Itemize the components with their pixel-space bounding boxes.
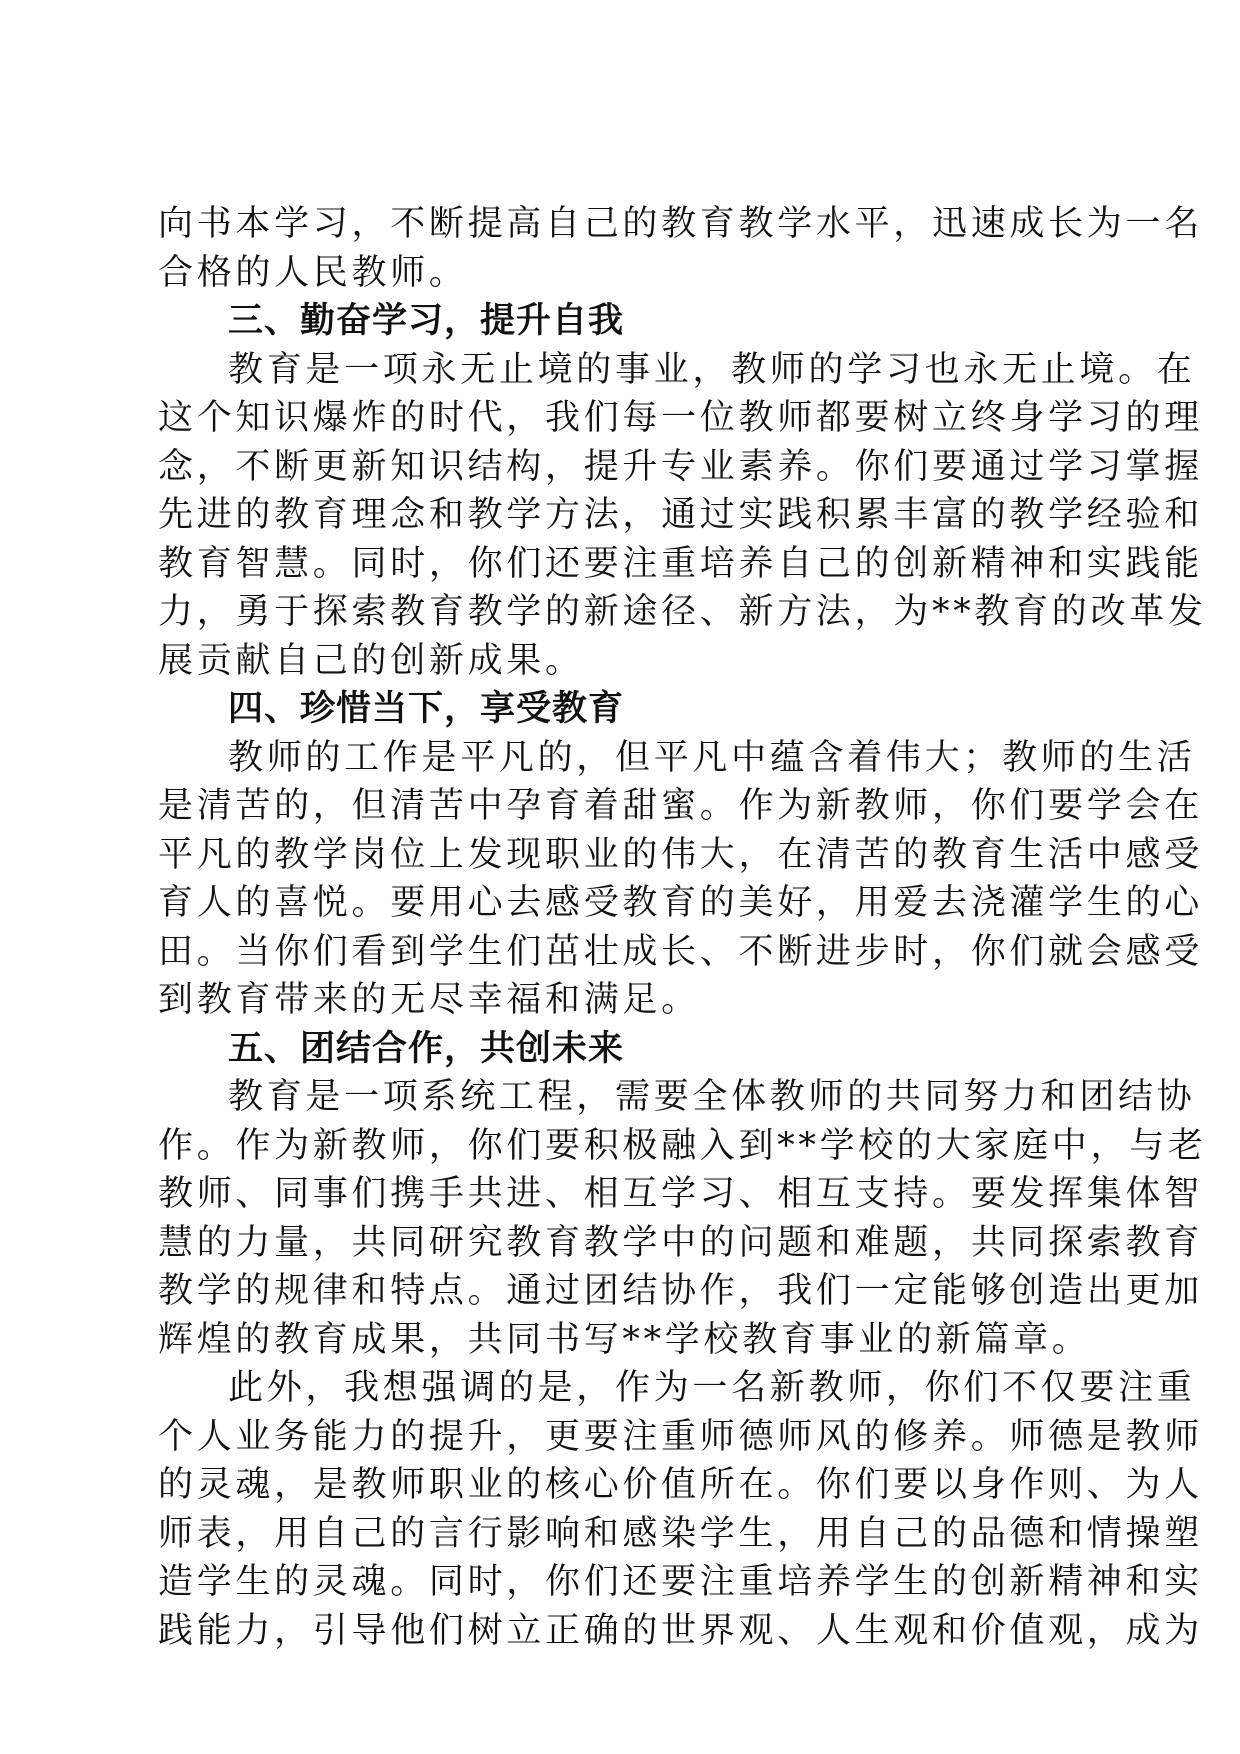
body-line: 个人业务能力的提升，更要注重师德师风的修养。师德是教师: [158, 1416, 1203, 1457]
body-line: 教育是一项永无止境的事业，教师的学习也永无止境。在: [228, 349, 1196, 390]
body-line: 田。当你们看到学生们茁壮成长、不断进步时，你们就会感受: [158, 931, 1203, 972]
body-line: 作。作为新教师，你们要积极融入到**学校的大家庭中，与老: [158, 1125, 1207, 1166]
body-line: 教育智慧。同时，你们还要注重培养自己的创新精神和实践能: [158, 543, 1203, 584]
body-line: 先进的教育理念和教学方法，通过实践积累丰富的教学经验和: [158, 495, 1203, 535]
body-line: 慧的力量，共同研究教育教学中的问题和难题，共同探索教育: [158, 1222, 1203, 1263]
body-line: 力，勇于探索教育教学的新途径、新方法，为**教育的改革发: [158, 592, 1207, 632]
body-line: 这个知识爆炸的时代，我们每一位教师都要树立终身学习的理: [158, 398, 1203, 438]
body-line: 合格的人民教师。: [158, 252, 468, 293]
body-line: 教学的规律和特点。通过团结协作，我们一定能够创造出更加: [158, 1271, 1203, 1311]
section-heading: 四、珍惜当下，享受教育: [228, 689, 625, 729]
body-line: 造学生的灵魂。同时，你们还要注重培养学生的创新精神和实: [158, 1562, 1203, 1602]
body-line: 此外，我想强调的是，作为一名新教师，你们不仅要注重: [228, 1368, 1196, 1408]
body-line: 辉煌的教育成果，共同书写**学校教育事业的新篇章。: [158, 1319, 1091, 1360]
body-line: 向书本学习，不断提高自己的教育教学水平，迅速成长为一名: [158, 204, 1203, 244]
body-line: 念，不断更新知识结构，提升专业素养。你们要通过学习掌握: [158, 446, 1203, 487]
section-heading: 三、勤奋学习，提升自我: [228, 301, 625, 341]
body-line: 平凡的教学岗位上发现职业的伟大，在清苦的教育生活中感受: [158, 834, 1203, 875]
body-line: 到教育带来的无尽幸福和满足。: [158, 980, 700, 1020]
body-line: 践能力，引导他们树立正确的世界观、人生观和价值观，成为: [158, 1610, 1203, 1651]
document-body: [158, 200, 1207, 1655]
section-heading: 五、团结合作，共创未来: [228, 1028, 625, 1069]
body-line: 教师的工作是平凡的，但平凡中蕴含着伟大；教师的生活: [228, 737, 1196, 778]
body-line: 师表，用自己的言行影响和感染学生，用自己的品德和情操塑: [158, 1513, 1203, 1554]
body-line: 是清苦的，但清苦中孕育着甜蜜。作为新教师，你们要学会在: [158, 786, 1203, 826]
body-line: 教师、同事们携手共进、相互学习、相互支持。要发挥集体智: [158, 1174, 1203, 1214]
body-line: 育人的喜悦。要用心去感受教育的美好，用爱去浇灌学生的心: [158, 883, 1203, 923]
body-line: 的灵魂，是教师职业的核心价值所在。你们要以身作则、为人: [158, 1465, 1203, 1505]
body-line: 展贡献自己的创新成果。: [158, 640, 584, 681]
body-line: 教育是一项系统工程，需要全体教师的共同努力和团结协: [228, 1077, 1196, 1117]
